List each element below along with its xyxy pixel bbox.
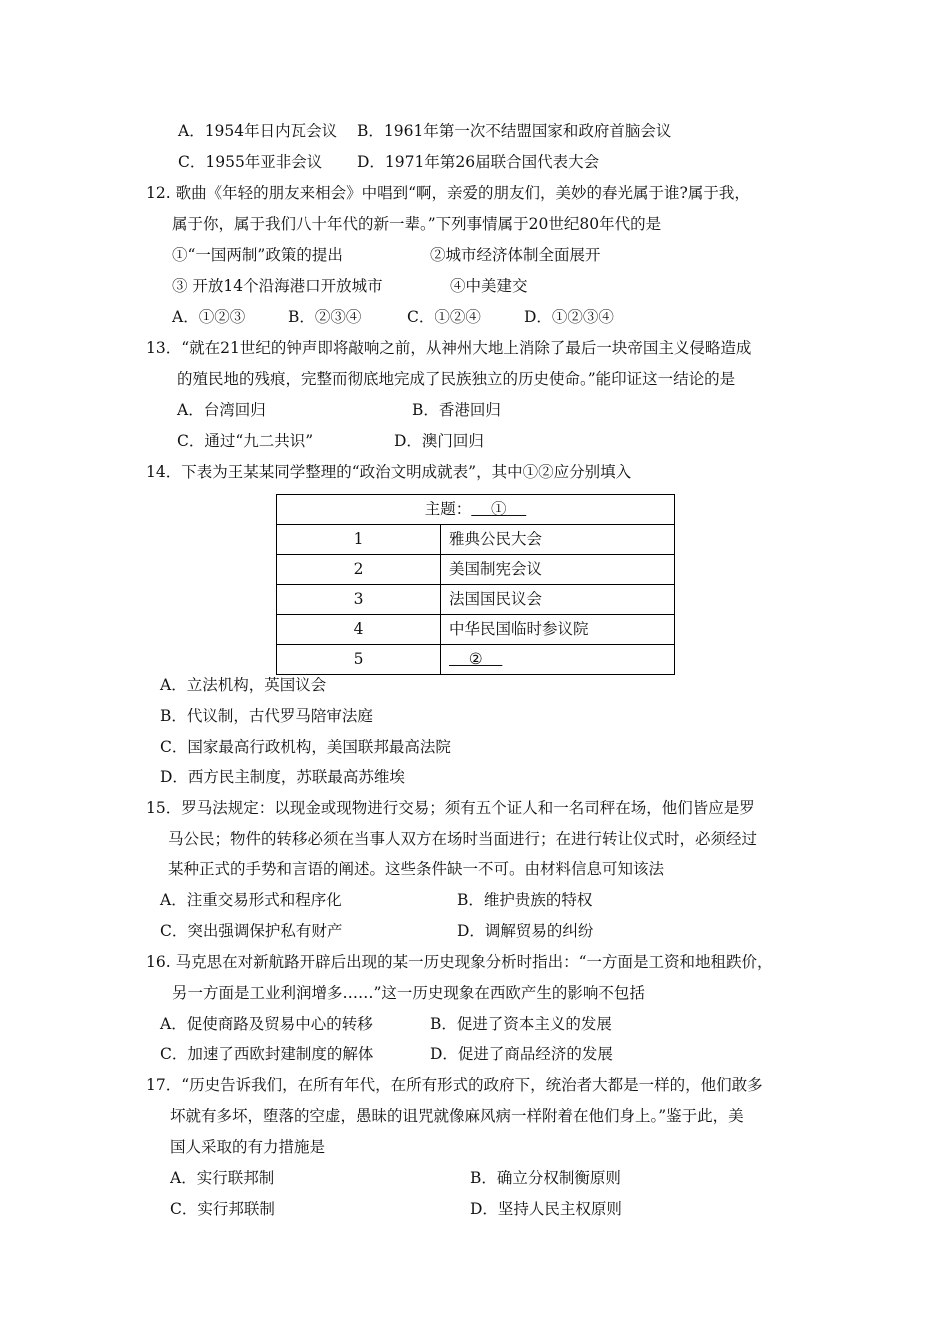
q12-stem-line-2: 属于你，属于我们八十年代的新一辈。”下列事情属于20世纪80年代的是 — [172, 215, 662, 233]
q12-item-4: ④中美建交 — [450, 277, 528, 295]
table-theme-cell — [277, 495, 675, 525]
table-row — [277, 525, 675, 555]
q15-option-a: A．注重交易形式和程序化 — [160, 891, 342, 909]
table-row-number: 2 — [277, 555, 441, 585]
q17-option-a: A．实行联邦制 — [170, 1169, 275, 1187]
table-row-number: 4 — [277, 615, 441, 645]
q17-stem-line-2: 坏就有多坏，堕落的空虚，愚昧的诅咒就像麻风病一样附着在他们身上。”鉴于此，美 — [170, 1107, 744, 1125]
q11-option-a: A．1954年日内瓦会议 — [178, 122, 338, 140]
q15-option-b: B．维护贵族的特权 — [457, 891, 593, 909]
q17-option-d: D．坚持人民主权原则 — [470, 1200, 622, 1218]
table-theme-blank: ① — [471, 499, 527, 518]
q12-option-d: D．①②③④ — [524, 308, 614, 326]
q13-option-b: B．香港回归 — [412, 401, 501, 419]
q14-stem-line-1: 14．下表为王某某同学整理的“政治文明成就表”，其中①②应分别填入 — [146, 463, 632, 481]
q17-option-b: B．确立分权制衡原则 — [470, 1169, 621, 1187]
q11-option-c: C．1955年亚非会议 — [178, 153, 323, 171]
table-row-number: 3 — [277, 585, 441, 615]
q16-option-b: B．促进了资本主义的发展 — [430, 1015, 612, 1033]
q11-option-b: B．1961年第一次不结盟国家和政府首脑会议 — [357, 122, 672, 140]
table-row-value-cell — [441, 645, 675, 675]
q15-stem-line-1: 15．罗马法规定：以现金或现物进行交易；须有五个证人和一名司秤在场，他们皆应是罗 — [146, 799, 755, 817]
q14-option-a: A．立法机构，英国议会 — [160, 676, 327, 694]
political-achievements-table — [276, 494, 675, 675]
table-row — [277, 585, 675, 615]
table-row — [277, 645, 675, 675]
table-header-row — [277, 495, 675, 525]
q17-stem-line-3: 国人采取的有力措施是 — [170, 1138, 326, 1156]
q12-item-3: ③ 开放14个沿海港口开放城市 — [172, 277, 383, 295]
q12-option-a: A．①②③ — [172, 308, 246, 326]
table-row-value: 雅典公民大会 — [441, 525, 675, 555]
q15-option-c: C．突出强调保护私有财产 — [160, 922, 343, 940]
q12-stem-line-1: 12. 歌曲《年轻的朋友来相会》中唱到“啊，亲爱的朋友们，美妙的春光属于谁?属于我， — [146, 184, 750, 202]
q14-option-c: C．国家最高行政机构，美国联邦最高法院 — [160, 738, 451, 756]
table-row — [277, 615, 675, 645]
q12-item-1: ①“一国两制”政策的提出 — [172, 246, 343, 264]
q12-item-2: ②城市经济体制全面展开 — [430, 246, 601, 264]
q15-stem-line-2: 马公民；物件的转移必须在当事人双方在场时当面进行；在进行转让仪式时，必须经过 — [168, 830, 758, 848]
q14-option-b: B．代议制，古代罗马陪审法庭 — [160, 707, 373, 725]
q13-stem-line-1: 13．“就在21世纪的钟声即将敲响之前，从神州大地上消除了最后一块帝国主义侵略造成 — [146, 339, 752, 357]
table-row — [277, 555, 675, 585]
q11-option-d: D．1971年第26届联合国代表大会 — [357, 153, 600, 171]
table-theme-label: 主题： — [424, 499, 472, 518]
q13-option-a: A．台湾回归 — [177, 401, 266, 419]
table-row-blank: ② — [449, 649, 503, 668]
table-row-value: 中华民国临时参议院 — [441, 615, 675, 645]
q16-option-d: D．促进了商品经济的发展 — [430, 1045, 613, 1063]
q17-option-c: C．实行邦联制 — [170, 1200, 275, 1218]
table-row-value: 法国国民议会 — [441, 585, 675, 615]
q17-stem-line-1: 17．“历史告诉我们，在所有年代，在所有形式的政府下，统治者大都是一样的，他们敢多 — [146, 1076, 763, 1094]
q12-option-b: B．②③④ — [288, 308, 362, 326]
table-row-number: 1 — [277, 525, 441, 555]
q16-option-c: C．加速了西欧封建制度的解体 — [160, 1045, 374, 1063]
q16-stem-line-2: 另一方面是工业利润增多……”这一历史现象在西欧产生的影响不包括 — [172, 984, 645, 1002]
q13-stem-line-2: 的殖民地的残痕，完整而彻底地完成了民族独立的历史使命。”能印证这一结论的是 — [177, 370, 736, 388]
q13-option-d: D．澳门回归 — [394, 432, 484, 450]
q14-option-d: D．西方民主制度，苏联最高苏维埃 — [160, 768, 405, 786]
q16-stem-line-1: 16. 马克思在对新航路开辟后出现的某一历史现象分析时指出：“一方面是工资和地租跌价， — [146, 953, 773, 971]
q12-option-c: C．①②④ — [407, 308, 481, 326]
q15-option-d: D．调解贸易的纠纷 — [457, 922, 594, 940]
table-row-number: 5 — [277, 645, 441, 675]
q16-option-a: A．促使商路及贸易中心的转移 — [160, 1015, 373, 1033]
q15-stem-line-3: 某种正式的手势和言语的阐述。这些条件缺一不可。由材料信息可知该法 — [168, 860, 665, 878]
table-row-value: 美国制宪会议 — [441, 555, 675, 585]
q13-option-c: C．通过“九二共识” — [177, 432, 314, 450]
